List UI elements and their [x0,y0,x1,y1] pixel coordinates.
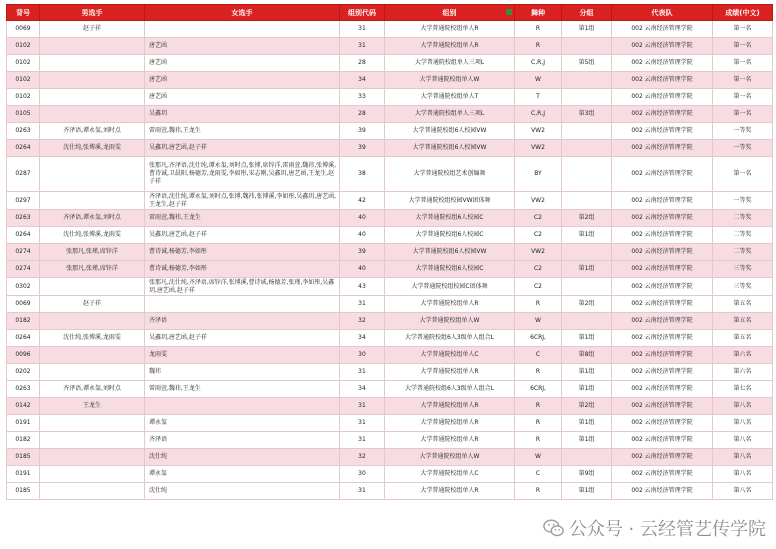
cell-bib[interactable]: 0297 [7,192,40,210]
table-row [7,278,773,296]
cell-code[interactable]: 28 [340,106,385,123]
cell-subgroup[interactable]: 第2组 [562,210,612,227]
watermark [543,515,766,541]
cell-group[interactable]: 大学普通院校组单人W [385,313,515,330]
cell-subgroup[interactable] [562,278,612,296]
cell-male[interactable] [40,432,145,449]
cell-group[interactable]: 大学普通院校组艺术创编舞 [385,157,515,192]
cell-team[interactable]: 002 云南经济管理学院 [612,415,713,432]
cell-male[interactable]: 沈仕纯,张博溪,龙雨雯 [40,140,145,157]
cell-team[interactable]: 002 云南经济管理学院 [612,21,713,38]
cell-female[interactable]: 雷雨萱,魏祎,王龙生 [145,123,340,140]
cell-code[interactable]: 33 [340,89,385,106]
cell-group[interactable]: 大学普通院校组单人R [385,398,515,415]
cell-code[interactable]: 39 [340,123,385,140]
header-female[interactable]: 女选手 [145,5,340,21]
cell-male[interactable]: 张那凡,张瑾,席锌洋 [40,244,145,261]
cell-male[interactable] [40,415,145,432]
cell-dance[interactable]: R [515,21,562,38]
table-row [7,483,773,500]
cell-subgroup[interactable] [562,72,612,89]
cell-code[interactable]: 40 [340,261,385,278]
cell-bib[interactable]: 0287 [7,157,40,192]
cell-bib[interactable]: 0263 [7,123,40,140]
header-dance[interactable]: 舞种 [515,5,562,21]
cell-subgroup[interactable]: 第1组 [562,415,612,432]
table-row [7,244,773,261]
cell-group[interactable]: 大学普通院校组单人C [385,347,515,364]
cell-bib[interactable]: 0102 [7,55,40,72]
cell-group[interactable]: 大学普通院校组6人3级单人组合L [385,381,515,398]
results-table [6,4,773,500]
cell-result[interactable]: 三等奖 [713,261,773,278]
cell-dance[interactable]: W [515,72,562,89]
cell-dance[interactable]: VW2 [515,244,562,261]
cell-team[interactable]: 002 云南经济管理学院 [612,38,713,55]
cell-group[interactable]: 大学普通院校组单人R [385,38,515,55]
cell-code[interactable]: 39 [340,244,385,261]
cell-code[interactable]: 31 [340,38,385,55]
table-row [7,313,773,330]
header-bib[interactable]: 背号 [7,5,40,21]
cell-team[interactable]: 002 云南经济管理学院 [612,210,713,227]
cell-result[interactable]: 第一名 [713,157,773,192]
cell-female[interactable]: 雷雨萱,魏祎,王龙生 [145,381,340,398]
cell-group[interactable]: 大学普通院校组单人三项L [385,55,515,72]
cell-bib[interactable]: 0264 [7,330,40,347]
cell-code[interactable]: 34 [340,330,385,347]
cell-dance[interactable]: 6CRJ, [515,330,562,347]
cell-code[interactable]: 32 [340,449,385,466]
cell-subgroup[interactable]: 第2组 [562,398,612,415]
cell-male[interactable] [40,89,145,106]
cell-result[interactable]: 第一名 [713,89,773,106]
table-row [7,330,773,347]
cell-code[interactable]: 43 [340,278,385,296]
cell-female[interactable]: 唐艺函 [145,38,340,55]
header-group[interactable] [385,5,515,21]
cell-bib[interactable]: 0191 [7,466,40,483]
cell-female[interactable]: 吴鑫玥,唐艺函,赵子祥 [145,227,340,244]
cell-subgroup[interactable]: 第1组 [562,381,612,398]
table-row [7,192,773,210]
cell-female[interactable]: 唐艺函 [145,89,340,106]
table-row [7,227,773,244]
cell-result[interactable]: 第八名 [713,449,773,466]
cell-dance[interactable]: W [515,449,562,466]
cell-male[interactable]: 沈仕纯,张博溪,龙雨雯 [40,330,145,347]
cell-female[interactable]: 曹诗诚,杨德芳,李如彤 [145,244,340,261]
cell-code[interactable]: 31 [340,364,385,381]
cell-result[interactable]: 第一名 [713,72,773,89]
cell-female[interactable]: 魏祎 [145,364,340,381]
cell-result[interactable]: 二等奖 [713,244,773,261]
cell-result[interactable]: 二等奖 [713,210,773,227]
cell-bib[interactable]: 0191 [7,415,40,432]
cell-team[interactable]: 002 云南经济管理学院 [612,398,713,415]
cell-male[interactable]: 赵子祥 [40,296,145,313]
cell-code[interactable]: 34 [340,72,385,89]
cell-male[interactable] [40,55,145,72]
cell-subgroup[interactable] [562,38,612,55]
cell-bib[interactable]: 0185 [7,483,40,500]
cell-female[interactable] [145,296,340,313]
table-row [7,21,773,38]
cell-result[interactable]: 第八名 [713,483,773,500]
cell-group[interactable]: 大学普通院校组单人C [385,466,515,483]
table-row [7,347,773,364]
table-row [7,381,773,398]
cell-female[interactable]: 齐泽语 [145,432,340,449]
cell-group[interactable]: 大学普通院校组单人R [385,21,515,38]
cell-bib[interactable]: 0302 [7,278,40,296]
cell-female[interactable]: 唐艺函 [145,72,340,89]
cell-female[interactable]: 雷雨萱,魏祎,王龙生 [145,210,340,227]
cell-code[interactable]: 28 [340,55,385,72]
cell-group[interactable]: 大学普通院校组校园VW团体舞 [385,192,515,210]
cell-male[interactable] [40,157,145,192]
table-row [7,157,773,192]
cell-bib[interactable]: 0069 [7,21,40,38]
cell-subgroup[interactable] [562,192,612,210]
cell-team[interactable]: 002 云南经济管理学院 [612,261,713,278]
cell-group[interactable]: 大学普通院校组6人校园C [385,227,515,244]
cell-subgroup[interactable] [562,449,612,466]
cell-result[interactable]: 第八名 [713,432,773,449]
cell-team[interactable]: 002 云南经济管理学院 [612,55,713,72]
cell-subgroup[interactable]: 第8组 [562,347,612,364]
cell-team[interactable]: 002 云南经济管理学院 [612,483,713,500]
table-body [7,21,773,500]
cell-dance[interactable]: C2 [515,261,562,278]
cell-result[interactable]: 一等奖 [713,123,773,140]
cell-code[interactable]: 38 [340,157,385,192]
cell-dance[interactable]: C [515,347,562,364]
cell-dance[interactable]: C2 [515,210,562,227]
table-row [7,364,773,381]
cell-male[interactable]: 齐泽语,谭永玺,刘时点 [40,210,145,227]
wechat-icon [543,517,565,539]
cell-bib[interactable]: 0202 [7,364,40,381]
cell-subgroup[interactable] [562,313,612,330]
cell-bib[interactable]: 0263 [7,381,40,398]
cell-dance[interactable]: C,R,J [515,55,562,72]
cell-code[interactable]: 30 [340,466,385,483]
cell-bib[interactable]: 0274 [7,261,40,278]
cell-team[interactable]: 002 云南经济管理学院 [612,157,713,192]
cell-bib[interactable]: 0263 [7,210,40,227]
cell-male[interactable] [40,466,145,483]
cell-male[interactable]: 齐泽语,谭永玺,刘时点 [40,123,145,140]
cell-group[interactable]: 大学普通院校组单人T [385,89,515,106]
cell-team[interactable]: 002 云南经济管理学院 [612,347,713,364]
cell-result[interactable]: 第一名 [713,106,773,123]
cell-male[interactable] [40,192,145,210]
cell-bib[interactable]: 0105 [7,106,40,123]
cell-dance[interactable]: BY [515,157,562,192]
cell-team[interactable]: 002 云南经济管理学院 [612,123,713,140]
table-row [7,55,773,72]
cell-result[interactable]: 第五名 [713,330,773,347]
cell-bib[interactable]: 0102 [7,89,40,106]
cell-dance[interactable]: R [515,432,562,449]
cell-dance[interactable]: R [515,398,562,415]
table-row [7,449,773,466]
cell-female[interactable]: 唐艺函 [145,55,340,72]
cell-male[interactable]: 沈仕纯,张博溪,龙雨雯 [40,227,145,244]
cell-male[interactable]: 张那凡,张瑾,席锌洋 [40,261,145,278]
cell-result[interactable]: 第一名 [713,55,773,72]
cell-team[interactable]: 002 云南经济管理学院 [612,89,713,106]
cell-dance[interactable]: R [515,296,562,313]
cell-group[interactable]: 大学普通院校组单人R [385,364,515,381]
cell-team[interactable]: 002 云南经济管理学院 [612,449,713,466]
table-row [7,415,773,432]
header-code[interactable]: 组别代码 [340,5,385,21]
cell-female[interactable]: 吴鑫玥,唐艺函,赵子祥 [145,330,340,347]
cell-result[interactable]: 第八名 [713,415,773,432]
cell-group[interactable]: 大学普通院校组6人校园VW [385,244,515,261]
cell-team[interactable]: 002 云南经济管理学院 [612,192,713,210]
cell-dance[interactable]: C2 [515,227,562,244]
cell-subgroup[interactable]: 第5组 [562,55,612,72]
cell-team[interactable]: 002 云南经济管理学院 [612,330,713,347]
cell-dance[interactable]: VW2 [515,192,562,210]
cell-male[interactable]: 赵子祥 [40,21,145,38]
cell-code[interactable]: 31 [340,21,385,38]
cell-dance[interactable]: 6CRJ, [515,381,562,398]
table-row [7,106,773,123]
table-row [7,72,773,89]
cell-subgroup[interactable] [562,157,612,192]
cell-male[interactable] [40,313,145,330]
cell-subgroup[interactable]: 第1组 [562,330,612,347]
cell-female[interactable]: 谭永玺 [145,415,340,432]
cell-subgroup[interactable]: 第9组 [562,466,612,483]
cell-male[interactable] [40,483,145,500]
cell-result[interactable]: 第六名 [713,364,773,381]
cell-male[interactable] [40,449,145,466]
header-subgroup[interactable]: 分组 [562,5,612,21]
cell-female[interactable]: 张那凡,沈仕纯,齐泽语,席锌洋,张博溪,曹诗诚,杨德芳,张瑾,李如彤,吴鑫玥,唐艺函,赵子祥 [145,278,340,296]
cell-female[interactable]: 龙雨雯 [145,347,340,364]
table-row [7,89,773,106]
cell-result[interactable]: 第七名 [713,381,773,398]
cell-team[interactable]: 002 云南经济管理学院 [612,72,713,89]
cell-dance[interactable]: VW2 [515,140,562,157]
cell-code[interactable]: 31 [340,296,385,313]
cell-dance[interactable]: R [515,364,562,381]
cell-team[interactable]: 002 云南经济管理学院 [612,466,713,483]
cell-bib[interactable]: 0182 [7,313,40,330]
cell-result[interactable]: 第一名 [713,38,773,55]
header-row [7,5,773,21]
cell-female[interactable]: 沈仕纯 [145,449,340,466]
cell-bib[interactable]: 0264 [7,227,40,244]
cell-subgroup[interactable]: 第3组 [562,106,612,123]
cell-group[interactable]: 大学普通院校组单人R [385,415,515,432]
cell-bib[interactable]: 0096 [7,347,40,364]
cell-dance[interactable]: W [515,313,562,330]
table-row [7,432,773,449]
cell-dance[interactable]: R [515,483,562,500]
table-row [7,38,773,55]
cell-team[interactable]: 002 云南经济管理学院 [612,364,713,381]
cell-subgroup[interactable]: 第1组 [562,227,612,244]
cell-bib[interactable]: 0142 [7,398,40,415]
cell-female[interactable] [145,398,340,415]
cell-code[interactable]: 40 [340,227,385,244]
cell-team[interactable]: 002 云南经济管理学院 [612,140,713,157]
cell-subgroup[interactable] [562,140,612,157]
cell-bib[interactable]: 0264 [7,140,40,157]
cell-result[interactable]: 第一名 [713,21,773,38]
cell-result[interactable]: 第五名 [713,296,773,313]
cell-bib[interactable]: 0274 [7,244,40,261]
cell-code[interactable]: 32 [340,313,385,330]
cell-code[interactable]: 30 [340,347,385,364]
cell-team[interactable]: 002 云南经济管理学院 [612,106,713,123]
cell-group[interactable]: 大学普通院校组单人W [385,449,515,466]
cell-dance[interactable]: VW2 [515,123,562,140]
cell-group[interactable]: 大学普通院校组6人校园VW [385,140,515,157]
cell-male[interactable]: 齐泽语,谭永玺,刘时点 [40,381,145,398]
cell-group[interactable]: 大学普通院校组单人W [385,72,515,89]
cell-female[interactable]: 张那凡,齐泽语,沈仕纯,谭永玺,刘时点,张博,席锌洋,雷雨萱,魏祎,张博溪,曹诗诚,卫晨阳,杨德芳,龙雨雯,李如彤,宋志刚,吴鑫玥,唐艺函,王龙生,赵子祥 [145,157,340,192]
cell-dance[interactable]: T [515,89,562,106]
cell-bib[interactable]: 0102 [7,72,40,89]
cell-dance[interactable]: C,R,J [515,106,562,123]
cell-male[interactable] [40,72,145,89]
header-group-label: 组别 [442,8,457,17]
cell-subgroup[interactable]: 第1组 [562,261,612,278]
cell-subgroup[interactable] [562,244,612,261]
table-row [7,140,773,157]
cell-female[interactable]: 沈仕纯 [145,483,340,500]
cell-group[interactable]: 大学普通院校组单人R [385,296,515,313]
cell-group[interactable]: 大学普通院校组6人校园VW [385,123,515,140]
header-team[interactable]: 代表队 [612,5,713,21]
cell-subgroup[interactable] [562,89,612,106]
cell-result[interactable]: 三等奖 [713,278,773,296]
cell-result[interactable]: 一等奖 [713,140,773,157]
table-row [7,210,773,227]
table-row [7,466,773,483]
cell-group[interactable]: 大学普通院校组校园C团体舞 [385,278,515,296]
cell-female[interactable]: 齐泽语 [145,313,340,330]
cell-bib[interactable]: 0102 [7,38,40,55]
cell-male[interactable] [40,364,145,381]
table-row [7,123,773,140]
cell-male[interactable] [40,278,145,296]
cell-male[interactable] [40,347,145,364]
cell-team[interactable]: 002 云南经济管理学院 [612,278,713,296]
cell-group[interactable]: 大学普通院校组6人校园C [385,210,515,227]
cell-team[interactable]: 002 云南经济管理学院 [612,313,713,330]
cell-male[interactable] [40,106,145,123]
cell-female[interactable]: 曹诗诚,杨德芳,李如彤 [145,261,340,278]
cell-code[interactable]: 34 [340,381,385,398]
cell-bib[interactable]: 0182 [7,432,40,449]
header-result[interactable]: 成绩(中文) [713,5,773,21]
cell-code[interactable]: 31 [340,483,385,500]
cell-team[interactable]: 002 云南经济管理学院 [612,432,713,449]
table-row [7,296,773,313]
cell-group[interactable]: 大学普通院校组单人R [385,432,515,449]
cell-bib[interactable]: 0185 [7,449,40,466]
cell-code[interactable]: 31 [340,398,385,415]
cell-subgroup[interactable]: 第1组 [562,432,612,449]
cell-code[interactable]: 31 [340,415,385,432]
filter-icon[interactable] [506,9,512,15]
cell-code[interactable]: 39 [340,140,385,157]
cell-subgroup[interactable]: 第1组 [562,21,612,38]
cell-dance[interactable]: R [515,415,562,432]
cell-team[interactable]: 002 云南经济管理学院 [612,227,713,244]
watermark-text: 公众号 · 云经管艺传学院 [568,519,766,540]
cell-female[interactable]: 吴鑫玥 [145,106,340,123]
cell-dance[interactable]: C2 [515,278,562,296]
cell-group[interactable]: 大学普通院校组6人3级单人组合L [385,330,515,347]
cell-dance[interactable]: C [515,466,562,483]
table-row [7,261,773,278]
cell-code[interactable]: 42 [340,192,385,210]
cell-result[interactable]: 二等奖 [713,227,773,244]
cell-group[interactable]: 大学普通院校组单人R [385,483,515,500]
cell-result[interactable]: 第八名 [713,466,773,483]
cell-team[interactable]: 002 云南经济管理学院 [612,244,713,261]
cell-subgroup[interactable]: 第2组 [562,296,612,313]
cell-dance[interactable]: R [515,38,562,55]
table-row [7,398,773,415]
cell-subgroup[interactable]: 第1组 [562,364,612,381]
header-male[interactable]: 男选手 [40,5,145,21]
cell-group[interactable]: 大学普通院校组单人三项L [385,106,515,123]
cell-male[interactable]: 王龙生 [40,398,145,415]
cell-result[interactable]: 第五名 [713,313,773,330]
cell-code[interactable]: 40 [340,210,385,227]
cell-subgroup[interactable] [562,123,612,140]
cell-subgroup[interactable]: 第1组 [562,483,612,500]
cell-female[interactable]: 齐泽语,沈仕纯,谭永玺,刘时点,张博,魏祎,张博溪,李如彤,吴鑫玥,唐艺函,王龙生,赵子祥 [145,192,340,210]
cell-code[interactable]: 31 [340,432,385,449]
cell-result[interactable]: 一等奖 [713,192,773,210]
cell-result[interactable]: 第八名 [713,398,773,415]
cell-team[interactable]: 002 云南经济管理学院 [612,296,713,313]
cell-female[interactable]: 谭永玺 [145,466,340,483]
cell-team[interactable]: 002 云南经济管理学院 [612,381,713,398]
cell-bib[interactable]: 0069 [7,296,40,313]
cell-group[interactable]: 大学普通院校组6人校园C [385,261,515,278]
cell-female[interactable]: 吴鑫玥,唐艺函,赵子祥 [145,140,340,157]
cell-male[interactable] [40,38,145,55]
cell-result[interactable]: 第六名 [713,347,773,364]
cell-female[interactable] [145,21,340,38]
